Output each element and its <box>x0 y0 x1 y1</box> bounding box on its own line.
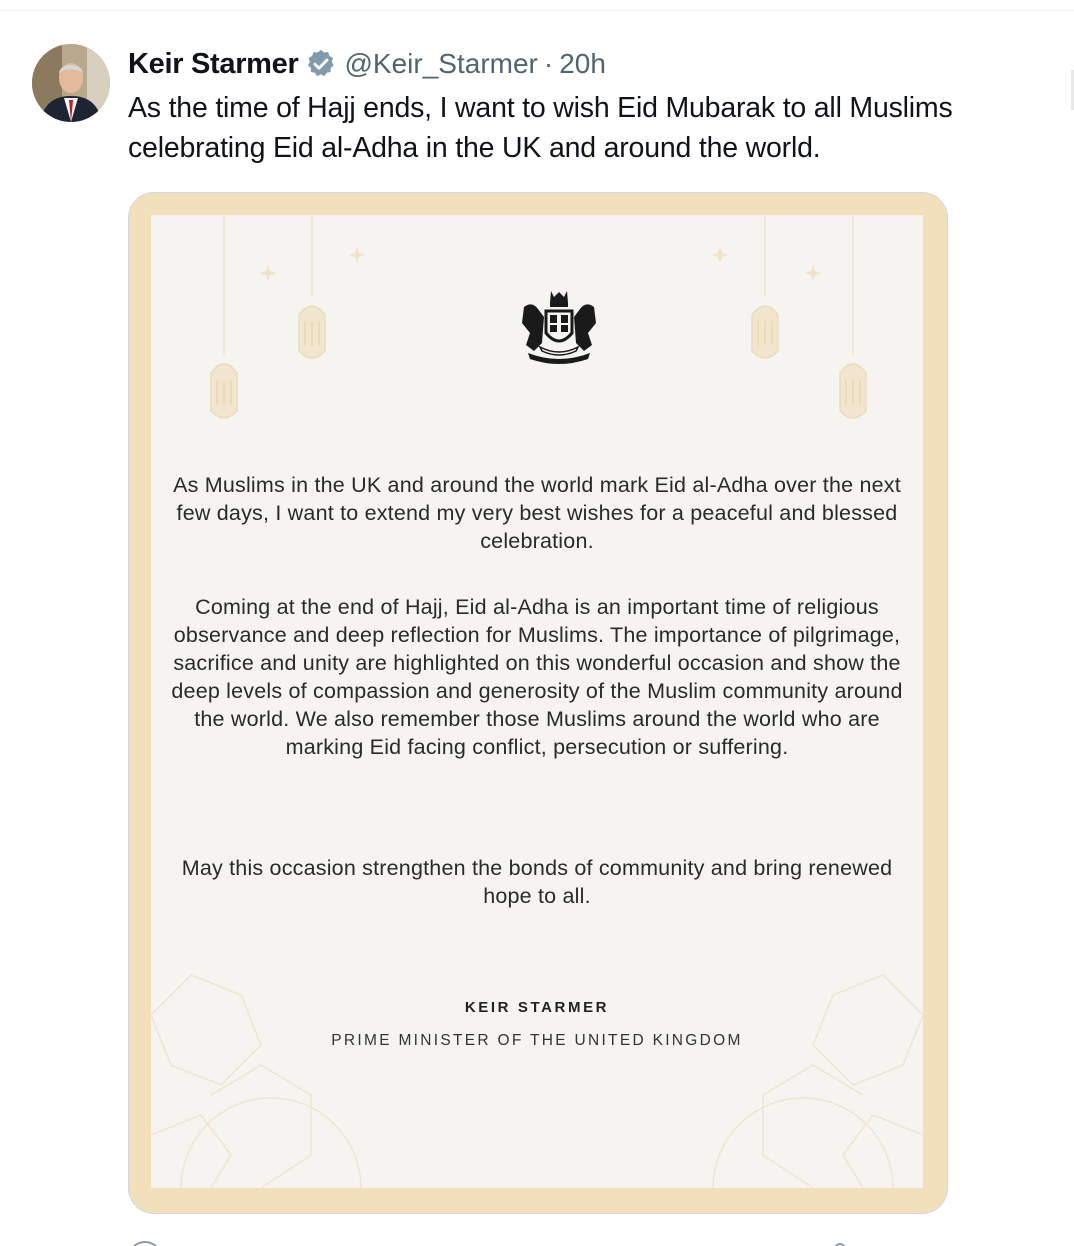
letter-paragraph-1: As Muslims in the UK and around the world mark Eid al-Adha over the next few days, I want to extend my very best wishes for a peaceful and blessed celebration. <box>173 473 901 553</box>
avatar[interactable] <box>32 44 110 122</box>
signature-title: PRIME MINISTER OF THE UNITED KINGDOM <box>331 1032 743 1049</box>
signature-name: KEIR STARMER <box>464 999 610 1016</box>
tweet-header <box>128 44 606 84</box>
action-bar-peek <box>0 1238 1074 1246</box>
handle[interactable]: @Keir_Starmer <box>344 48 538 79</box>
royal-coat-of-arms-icon <box>514 287 604 367</box>
separator-dot: · <box>543 48 554 79</box>
verified-badge-icon[interactable] <box>305 48 337 80</box>
display-name[interactable]: Keir Starmer <box>128 47 299 80</box>
letter-paragraph-2: Coming at the end of Hajj, Eid al-Adha is an important time of religious observance and deep reflection for Muslims. The importance of pilgrimage, sacrifice and unity are highlighted on this wonderful occasion and show the deep levels of compassion and generosity of the Muslim community around the world. We also remember those Muslims around the world who are marking Eid facing conflict, persecution or suffering. <box>171 595 903 759</box>
tweet-text: As the time of Hajj ends, I want to wish Eid Mubarak to all Muslims celebrating Eid al-Adha in the UK and around the world. <box>128 92 953 164</box>
letter-paper <box>151 215 923 1188</box>
letter-paragraph-3: May this occasion strengthen the bonds of community and bring renewed hope to all. <box>181 856 893 908</box>
timestamp[interactable]: 20h <box>559 48 606 79</box>
media-card[interactable] <box>128 192 948 1214</box>
